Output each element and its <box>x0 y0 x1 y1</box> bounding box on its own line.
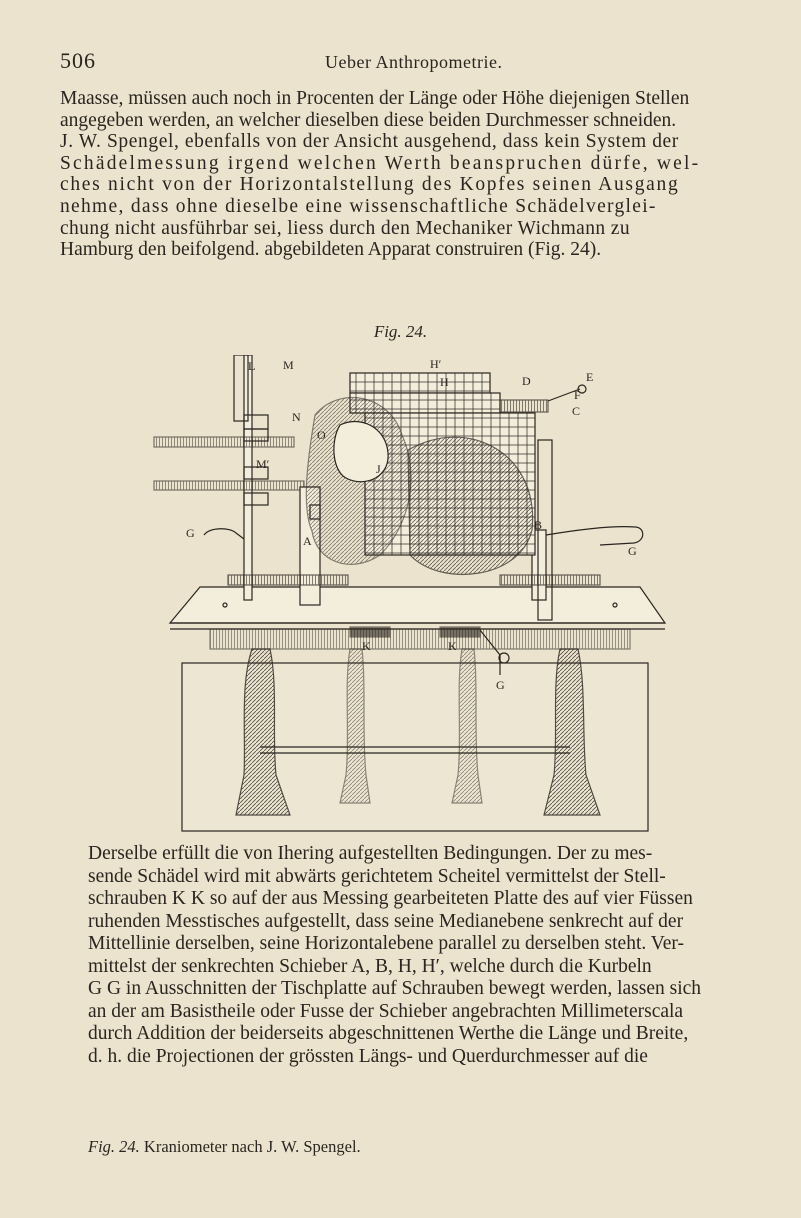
text-line: G G in Ausschnitten der Tischplatte auf Schrauben bewegt werden, lassen sich <box>88 978 702 999</box>
caption-text: Kraniometer nach J. W. Spengel. <box>143 1137 361 1156</box>
page-header <box>60 48 750 78</box>
fig-letter-H: H <box>440 375 449 389</box>
text-line: durch Addition der beiderseits abgeschnittenen Werthe die Länge und Breite, <box>88 1023 689 1044</box>
fig-letter-A: A <box>303 534 312 548</box>
text-line: d. h. die Projectionen der grössten Längs- und Querdurchmesser auf die <box>88 1045 648 1067</box>
text-line: Maasse, müssen auch noch in Procenten der Länge oder Höhe diejenigen Stellen <box>60 88 690 109</box>
fig-letter-O: O <box>317 428 326 442</box>
fig-letter-K-left: K <box>362 639 371 653</box>
text-line: J. W. Spengel, ebenfalls von der Ansicht ausgehend, dass kein System der <box>60 131 679 153</box>
running-title: Ueber Anthropometrie. <box>325 52 503 72</box>
text-line: Hamburg den beifolgend. abgebildeten Apparat construiren (Fig. 24). <box>60 239 602 261</box>
text-line: Schädelmessung irgend welchen Werth beanspruchen dürfe, wel- <box>60 152 701 174</box>
page-number: 506 <box>60 48 96 73</box>
fig-letter-H-prime: H′ <box>430 357 442 371</box>
caption-fig-ref: Fig. 24. <box>88 1137 140 1156</box>
text-line: sende Schädel wird mit abwärts gerichtetem Scheitel vermittelst der Stell- <box>88 865 666 887</box>
fig-letter-B: B <box>534 518 543 532</box>
paragraph-description <box>60 843 750 1068</box>
fig-letter-M-prime: M′ <box>256 457 270 471</box>
text-line: angegeben werden, an welcher dieselben diese beiden Durchmesser schneiden. <box>60 109 677 131</box>
text-line: schrauben K K so auf der aus Messing gearbeiteten Platte des auf vier Füssen <box>88 888 693 909</box>
craniometer-figure <box>140 355 690 833</box>
fig-letter-K-right: K <box>448 639 457 653</box>
text-line: ches nicht von der Horizontalstellung des Kopfes seinen Ausgang <box>60 174 680 196</box>
fig-letter-C: C <box>572 404 581 418</box>
paragraph-intro <box>60 88 750 261</box>
text-line: mittelst der senkrechten Schieber A, B, H, H′, welche durch die Kurbeln <box>88 955 652 977</box>
fig-letter-G-bottom: G <box>496 678 505 692</box>
fig-letter-E: E <box>586 370 594 384</box>
fig-letter-D: D <box>522 374 531 388</box>
fig-letter-F: F <box>574 388 581 402</box>
fig-letter-G-left: G <box>186 526 195 540</box>
fig-letter-G-right: G <box>628 544 637 558</box>
text-line: ruhenden Messtisches aufgestellt, dass seine Medianebene senkrecht auf der <box>88 910 684 932</box>
fig-letter-M: M <box>283 358 294 372</box>
text-line: Derselbe erfüllt die von Ihering aufgestellten Bedingungen. Der zu mes- <box>88 843 653 864</box>
figure-caption <box>88 1137 361 1157</box>
fig-letter-N: N <box>292 410 301 424</box>
text-line: an der am Basistheile oder Fusse der Schieber angebrachten Millimeterscala <box>88 1000 684 1022</box>
text-line: nehme, dass ohne dieselbe eine wissenschaftliche Schädelverglei- <box>60 195 657 217</box>
fig-letter-J: J <box>376 462 381 476</box>
figure-label: Fig. 24. <box>373 322 428 341</box>
fig-letter-L: L <box>248 359 256 373</box>
text-line: Mittellinie derselben, seine Horizontalebene parallel zu derselben steht. Ver- <box>88 933 684 954</box>
text-line: chung nicht ausführbar sei, liess durch den Mechaniker Wichmann zu <box>60 217 631 239</box>
